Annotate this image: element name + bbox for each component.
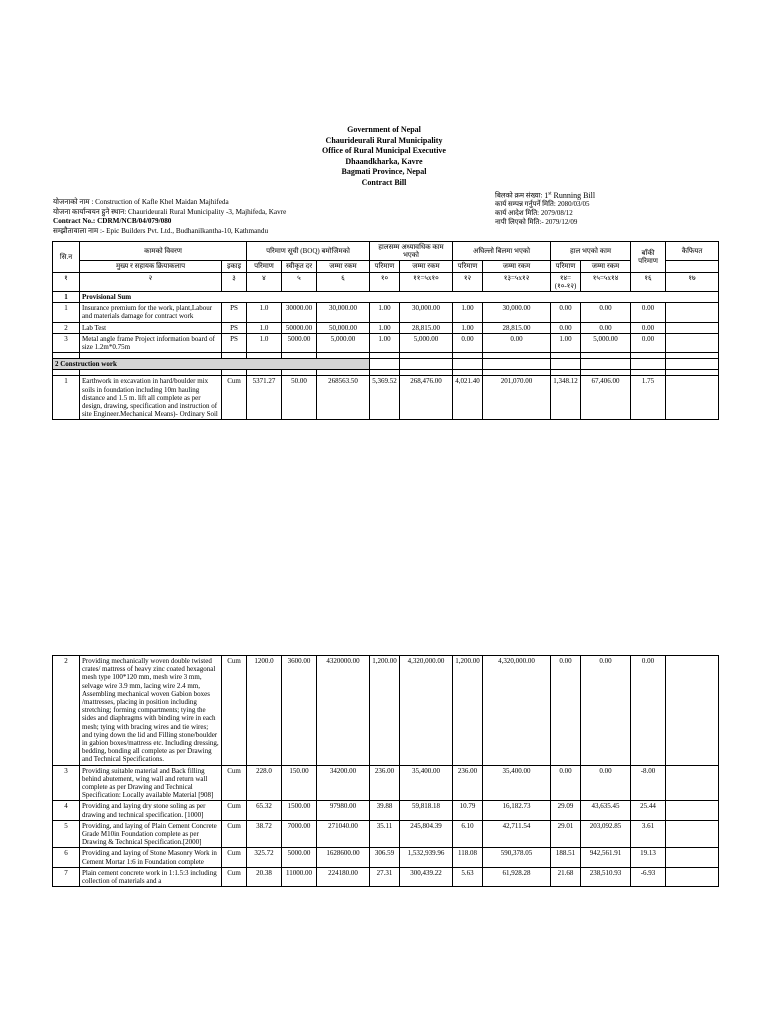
table-cell: 2: [53, 322, 80, 333]
table-cell: 300,439.22: [400, 867, 453, 886]
section-row-provisional: [53, 292, 719, 303]
table-cell: 5,000.00: [317, 333, 370, 352]
bill-meta: [495, 190, 595, 227]
table-cell: 0.00: [631, 656, 666, 766]
table-cell: 5371.27: [247, 376, 282, 420]
header-remarks-blank: [666, 261, 719, 272]
table-cell: 34200.00: [317, 765, 370, 801]
table-cell: 1.75: [631, 376, 666, 420]
table-cell: 21.68: [551, 867, 581, 886]
table-cell: 1.00: [370, 322, 400, 333]
table-cell: 3.61: [631, 820, 666, 848]
table-cell: 6: [53, 848, 80, 867]
table-cell: [666, 656, 719, 766]
empty-cell: [370, 359, 400, 370]
section-row-construction: [53, 359, 719, 370]
column-number: ३: [222, 272, 247, 291]
section-title: 2 Construction work: [53, 359, 370, 370]
table-row: [53, 333, 719, 352]
table-cell: 1200.0: [247, 656, 282, 766]
table-cell: 0.00: [483, 333, 551, 352]
header-amount: जम्मा रकम: [483, 261, 551, 272]
header-main-sub: मुख्य र सहायक क्रियाकलाप: [80, 261, 222, 272]
table-cell: 0.00: [453, 333, 483, 352]
column-number: १: [53, 272, 80, 291]
header-remarks: कैफियत: [666, 242, 719, 261]
table-cell: 1500.00: [282, 801, 317, 820]
header-sn: सि.न: [53, 242, 80, 273]
table-cell: 97980.00: [317, 801, 370, 820]
table-cell: 35,400.00: [483, 765, 551, 801]
completion-date: कार्य सम्पन्न गर्नुपर्ने मिति: 2080/03/05: [495, 200, 590, 209]
table-header-row: [53, 242, 719, 261]
table-cell: [666, 322, 719, 333]
work-order-date: कार्य आदेश मिति: 2079/08/12: [495, 209, 573, 218]
header-line: Bagmati Province, Nepal: [341, 167, 427, 177]
table-cell: 0.00: [581, 656, 631, 766]
table-cell: 5.63: [453, 867, 483, 886]
header-line: Office of Rural Municipal Executive: [322, 146, 446, 156]
table-cell: 0.00: [581, 322, 631, 333]
header-current: हालसम्म अध्यावधिक काम भएको: [370, 242, 453, 261]
table-cell: 61,928.28: [483, 867, 551, 886]
table-cell: 1,200.00: [453, 656, 483, 766]
table-cell: 1.0: [247, 322, 282, 333]
table-cell: 1: [53, 303, 80, 322]
project-location: योजना कार्यान्वयन हुने स्थान: Chaurideurali Rural Municipality -3, Majhifeda, Kavre: [53, 207, 287, 216]
table-cell: PS: [222, 303, 247, 322]
table-cell: 6.10: [453, 820, 483, 848]
table-cell: 5000.00: [282, 333, 317, 352]
section-number: 1: [53, 292, 80, 303]
table-cell: 201,070.00: [483, 376, 551, 420]
table-cell: 4: [53, 801, 80, 820]
column-number: १४=(१०-१२): [551, 272, 581, 291]
header-amount: जम्मा रकम: [317, 261, 370, 272]
table-cell: Lab Test: [80, 322, 222, 333]
table-cell: 0.00: [551, 322, 581, 333]
table-cell: Cum: [222, 801, 247, 820]
table-cell: 3600.00: [282, 656, 317, 766]
table-cell: Providing and laying dry stone soling as per drawing and technical specification. [1000]: [80, 801, 222, 820]
table-cell: 5,000.00: [581, 333, 631, 352]
table-cell: 268,476.00: [400, 376, 453, 420]
table-cell: 16,182.73: [483, 801, 551, 820]
table-row: [53, 376, 719, 420]
table-cell: [666, 867, 719, 886]
table-cell: 39.88: [370, 801, 400, 820]
empty-cell: [666, 359, 719, 370]
column-number: ५: [282, 272, 317, 291]
table-cell: 203,092.85: [581, 820, 631, 848]
table-cell: 1.0: [247, 303, 282, 322]
table-cell: Insurance premium for the work, plant,Labour and materials damage for contract work: [80, 303, 222, 322]
measurement-date: नापी लिएको मिति:- 2079/12/09: [495, 218, 578, 227]
table-cell: 245,804.39: [400, 820, 453, 848]
table-cell: 1: [53, 376, 80, 420]
header-rate: स्वीकृत दर: [282, 261, 317, 272]
table-cell: 228.0: [247, 765, 282, 801]
table-cell: 4,021.40: [453, 376, 483, 420]
bill-number: [495, 190, 595, 200]
table-cell: 1,532,939.96: [400, 848, 453, 867]
table-cell: [666, 376, 719, 420]
table-cell: 25.44: [631, 801, 666, 820]
table-cell: [666, 765, 719, 801]
header-line: Government of Nepal: [347, 125, 421, 134]
table-cell: 0.00: [631, 322, 666, 333]
column-number: १५=५x१४: [581, 272, 631, 291]
table-cell: 118.08: [453, 848, 483, 867]
table-cell: 3: [53, 765, 80, 801]
table-cell: 30000.00: [282, 303, 317, 322]
table-cell: PS: [222, 322, 247, 333]
table-cell: 19.13: [631, 848, 666, 867]
table-cell: 28,815.00: [400, 322, 453, 333]
table-subheader-row: [53, 261, 719, 272]
table-cell: 29.09: [551, 801, 581, 820]
table-cell: 1.00: [453, 303, 483, 322]
table-cell: 1628600.00: [317, 848, 370, 867]
table-cell: 5,000.00: [400, 333, 453, 352]
table-cell: -8.00: [631, 765, 666, 801]
table-cell: 65.32: [247, 801, 282, 820]
empty-cell: [483, 359, 551, 370]
table-cell: 4,320,000.00: [483, 656, 551, 766]
table-cell: 50,000.00: [317, 322, 370, 333]
table-cell: 4320000.00: [317, 656, 370, 766]
header-amount: जम्मा रकम: [400, 261, 453, 272]
column-number: ६: [317, 272, 370, 291]
table-cell: 150.00: [282, 765, 317, 801]
table-cell: 1,348.12: [551, 376, 581, 420]
table-cell: Cum: [222, 765, 247, 801]
table-cell: -6.93: [631, 867, 666, 886]
table-cell: 30,000.00: [483, 303, 551, 322]
table-cell: 1.0: [247, 333, 282, 352]
table-cell: Plain cement concrete work in 1:1.5:3 including collection of materials and a: [80, 867, 222, 886]
table-cell: 5000.00: [282, 848, 317, 867]
table-cell: Metal angle frame Project information board of size 1.2m*0.75m: [80, 333, 222, 352]
header-this-bill: हाल भएको काम: [551, 242, 631, 261]
table-cell: 1.00: [453, 322, 483, 333]
column-number: २: [80, 272, 222, 291]
table-cell: 7000.00: [282, 820, 317, 848]
table-row: [53, 820, 719, 848]
table-row: [53, 322, 719, 333]
table-cell: Providing suitable material and Back filling behind abutement, wing wall and return wall complete as per Drawing and Technical Specification: Locally available Material [908]: [80, 765, 222, 801]
table-cell: 42,711.54: [483, 820, 551, 848]
table-cell: [666, 801, 719, 820]
column-number: १०: [370, 272, 400, 291]
header-unit: इकाइ: [222, 261, 247, 272]
header-qty: परिमाण: [247, 261, 282, 272]
table-cell: 325.72: [247, 848, 282, 867]
table-cell: Cum: [222, 820, 247, 848]
header-amount: जम्मा रकम: [581, 261, 631, 272]
table-cell: 67,406.00: [581, 376, 631, 420]
column-number: १७: [666, 272, 719, 291]
bill-table-continued: [52, 655, 719, 887]
table-cell: 188.51: [551, 848, 581, 867]
table-row: [53, 867, 719, 886]
table-cell: Cum: [222, 656, 247, 766]
bill-table: [52, 241, 719, 420]
table-cell: 0.00: [581, 765, 631, 801]
table-cell: 942,561.91: [581, 848, 631, 867]
header-qty: परिमाण: [453, 261, 483, 272]
empty-cell: [631, 359, 666, 370]
column-number: १३=५x१२: [483, 272, 551, 291]
table-cell: 1.00: [551, 333, 581, 352]
project-meta: [53, 198, 286, 236]
table-cell: [666, 820, 719, 848]
table-cell: Providing and laying of Stone Masonry Work in Cement Mortar 1:6 in Foundation complete: [80, 848, 222, 867]
table-cell: 590,378.05: [483, 848, 551, 867]
section-title: Provisional Sum: [80, 292, 719, 303]
table-cell: 35.11: [370, 820, 400, 848]
table-cell: Providing mechanically woven double twisted crates/ mattress of heavy zinc coated hexagonal mesh type 100*120 mm, mesh wire 3 mm, selvage wire 3.9 mm, lacing wire 2.4 mm, Assembling mechanical woven Gabion boxes /mattresses, placing in position including stretching; forming compartments; tying the sides and diaphragms with binding wire in each mesh; tying with bracing wires and tie wires; and tying down the lid and Filling stone/boulder in gabion boxes/mattress etc. Including dressing, bedding, bonding all complete as per Drawing and Technical Specifications.: [80, 656, 222, 766]
table-cell: 11000.00: [282, 867, 317, 886]
table-cell: 27.31: [370, 867, 400, 886]
header-previous: अघिल्लो बिलमा भएको: [453, 242, 551, 261]
header-qty: परिमाण: [551, 261, 581, 272]
contractor-name: सम्झौतावाला नाम :- Epic Builders Pvt. Ltd., Budhanilkantha-10, Kathmandu: [53, 226, 269, 235]
empty-cell: [453, 359, 483, 370]
table-cell: 224180.00: [317, 867, 370, 886]
project-name: योजनाको नाम : Construction of Kafle Khel Maidan Majhifeda: [53, 198, 229, 206]
table-cell: 10.79: [453, 801, 483, 820]
table-cell: 50000.00: [282, 322, 317, 333]
table-cell: 236.00: [370, 765, 400, 801]
bill-number-label: बिलको क्रम संख्या:: [495, 191, 543, 200]
table-cell: 236.00: [453, 765, 483, 801]
table-cell: 4,320,000.00: [400, 656, 453, 766]
column-number: १२: [453, 272, 483, 291]
table-cell: 0.00: [631, 333, 666, 352]
table-cell: 0.00: [551, 765, 581, 801]
table-cell: 5: [53, 820, 80, 848]
header-qty: परिमाण: [370, 261, 400, 272]
table-cell: 306.59: [370, 848, 400, 867]
header-line: Chaurideurali Rural Municipality: [325, 135, 443, 145]
table-cell: PS: [222, 333, 247, 352]
table-cell: 5,369.52: [370, 376, 400, 420]
table-cell: 30,000.00: [317, 303, 370, 322]
header-work-desc: कामको विवरण: [80, 242, 247, 261]
table-cell: 268563.50: [317, 376, 370, 420]
table-cell: 271040.00: [317, 820, 370, 848]
table-cell: Earthwork in excavation in hard/boulder mix soils in foundation including 10m hauling distance and 1.5 m. lift all complete as per design, drawing, specification and instruction of site Engineer.Mechanical Means)- Ordinary Soil: [80, 376, 222, 420]
table-cell: 35,400.00: [400, 765, 453, 801]
table-cell: 50.00: [282, 376, 317, 420]
table-cell: 1.00: [370, 333, 400, 352]
table-cell: 0.00: [551, 303, 581, 322]
column-number-row: [53, 272, 719, 291]
table-cell: Cum: [222, 376, 247, 420]
header-remaining: बाँकी परिमाण: [631, 242, 666, 273]
column-number: ११=५x१०: [400, 272, 453, 291]
table-cell: 0.00: [631, 303, 666, 322]
column-number: १६: [631, 272, 666, 291]
table-cell: 238,510.93: [581, 867, 631, 886]
table-cell: 29.01: [551, 820, 581, 848]
document-header: [0, 125, 768, 189]
table-cell: 1.00: [370, 303, 400, 322]
table-cell: [666, 333, 719, 352]
table-cell: [666, 848, 719, 867]
table-cell: 0.00: [551, 656, 581, 766]
table-row: [53, 801, 719, 820]
table-row: [53, 656, 719, 766]
table-cell: 2: [53, 656, 80, 766]
table-cell: 30,000.00: [400, 303, 453, 322]
table-cell: 43,635.45: [581, 801, 631, 820]
table-cell: 0.00: [581, 303, 631, 322]
header-line: Contract Bill: [361, 177, 407, 187]
table-row: [53, 765, 719, 801]
empty-cell: [551, 359, 581, 370]
bill-number-value: 1st Running Bill: [544, 190, 596, 200]
contract-number: Contract No.: CDRM/NCB/04/079/080: [53, 217, 172, 226]
header-line: Dhaandkharka, Kavre: [345, 156, 423, 166]
table-row: [53, 848, 719, 867]
table-cell: Cum: [222, 848, 247, 867]
table-cell: 1,200.00: [370, 656, 400, 766]
table-cell: 3: [53, 333, 80, 352]
table-cell: Providing, and laying of Plain Cement Concrete Grade M10in Foundation complete as per Drawing & Technical Specification.[2000]: [80, 820, 222, 848]
table-row: [53, 303, 719, 322]
table-cell: [666, 303, 719, 322]
table-cell: Cum: [222, 867, 247, 886]
table-cell: 7: [53, 867, 80, 886]
table-cell: 38.72: [247, 820, 282, 848]
empty-cell: [581, 359, 631, 370]
empty-cell: [400, 359, 453, 370]
column-number: ४: [247, 272, 282, 291]
table-cell: 28,815.00: [483, 322, 551, 333]
table-cell: 20.38: [247, 867, 282, 886]
header-boq: परिमाण सूची (BOQ) बमोजिमको: [247, 242, 370, 261]
table-cell: 59,818.18: [400, 801, 453, 820]
